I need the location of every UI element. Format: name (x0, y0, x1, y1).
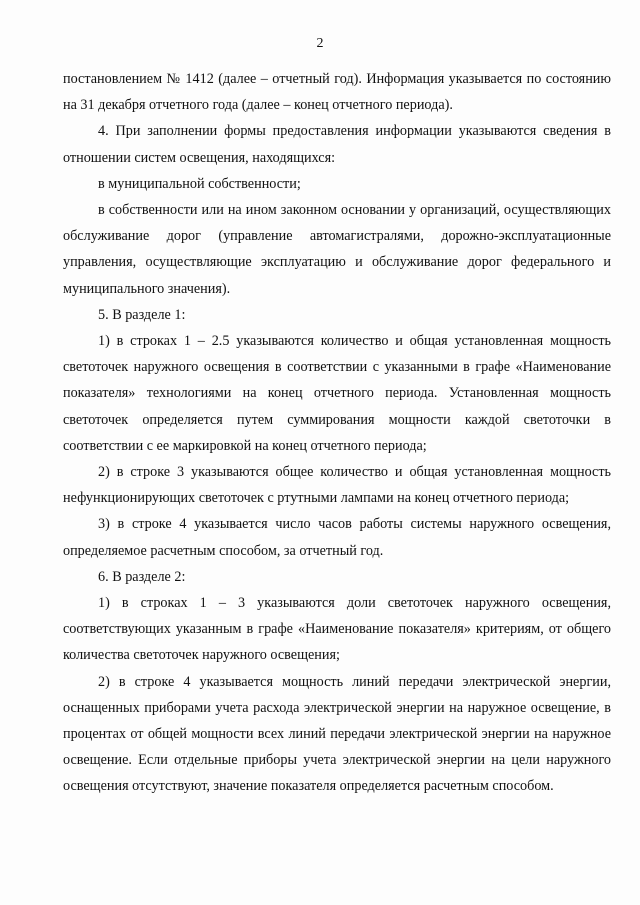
document-body (63, 66, 611, 800)
paragraph-road-organizations: в собственности или на ином законном основании у организаций, осуществляющих обслуживание дорог (управление автомагистралями, дорожно-эксплуатационные управления, осуществляющие эксплуатацию и обслуживание дорог федерального и муниципального значения). (63, 202, 611, 297)
paragraph-section-1-item-2: 2) в строке 3 указываются общее количество и общая установленная мощность нефункционирующих светоточек с ртутными лампами на конец отчетного периода; (63, 464, 611, 507)
paragraph-section-2-item-1: 1) в строках 1 – 3 указываются доли светоточек наружного освещения, соответствующих указанным в графе «Наименование показателя» критериям, от общего количества светоточек наружного освещения; (63, 595, 611, 664)
paragraph-section-2-heading: 6. В разделе 2: (98, 568, 186, 585)
paragraph-continuation: постановлением № 1412 (далее – отчетный год). Информация указывается по состоянию на 31 декабря отчетного года (далее – конец отчетного периода). (63, 71, 611, 114)
paragraph-section-1-item-3: 3) в строке 4 указывается число часов работы системы наружного освещения, определяемое расчетным способом, за отчетный год. (63, 516, 611, 559)
paragraph-section-1-item-1: 1) в строках 1 – 2.5 указываются количество и общая установленная мощность светоточек наружного освещения в соответствии с указанными в графе «Наименование показателя» технологиями на конец отчетного периода. Установленная мощность светоточек определяется путем суммирования мощности каждой светоточки в соответствии с ее маркировкой на конец отчетного периода; (63, 333, 611, 454)
paragraph-section-1-heading: 5. В разделе 1: (98, 306, 186, 323)
paragraph-item-4: 4. При заполнении формы предоставления информации указываются сведения в отношении систем освещения, находящихся: (63, 123, 611, 166)
page-number: 2 (316, 36, 324, 51)
paragraph-municipal-property: в муниципальной собственности; (98, 175, 301, 192)
paragraph-section-2-item-2: 2) в строке 4 указывается мощность линий передачи электрической энергии, оснащенных приборами учета расхода электрической энергии на наружное освещение, в процентах от общей мощности всех линий передачи электрической энергии на наружное освещение. Если отдельные приборы учета электрической энергии на цели наружного освещения отсутствуют, значение показателя определяется расчетным способом. (63, 673, 611, 795)
